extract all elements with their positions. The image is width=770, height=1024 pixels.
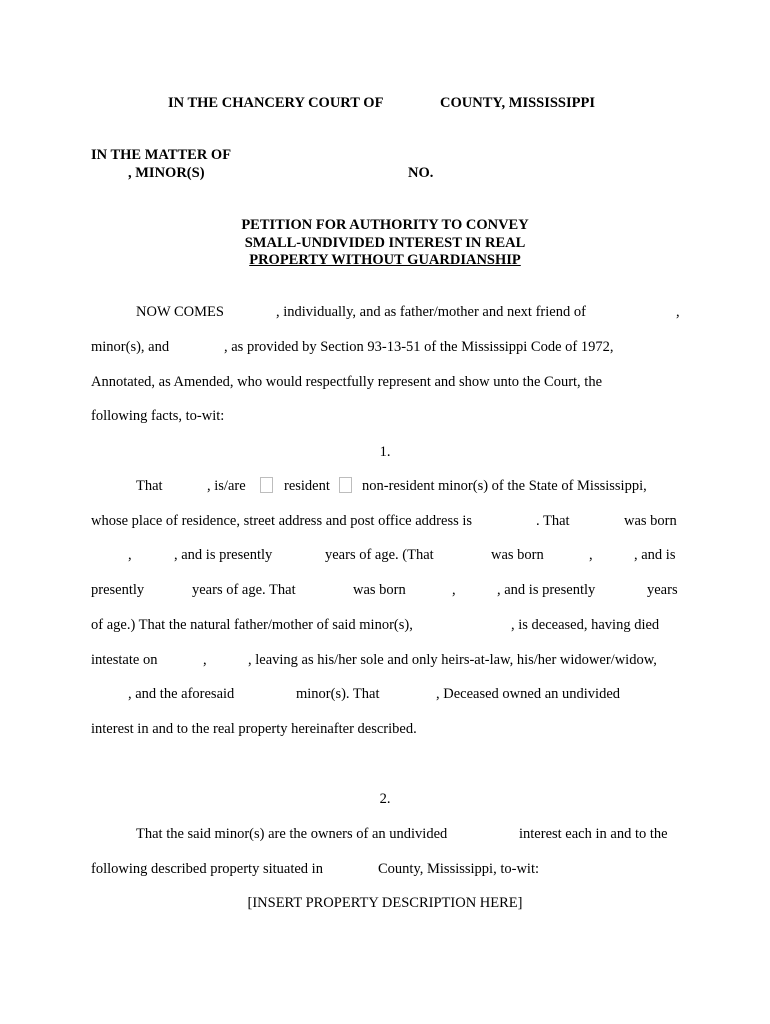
intro-text: , as provided by Section 93-13-51 of the Mississippi Code of 1972, bbox=[224, 339, 614, 355]
section-1-text: intestate on bbox=[91, 652, 158, 668]
section-2-text: following described property situated in bbox=[91, 861, 323, 877]
intro-text: minor(s), and bbox=[91, 339, 170, 355]
title-line-2: SMALL-UNDIVIDED INTEREST IN REAL bbox=[244, 235, 526, 251]
section-1-text: minor(s). That bbox=[296, 686, 380, 702]
section-2-text: interest each in and to the bbox=[519, 826, 668, 842]
section-1-text: , and the aforesaid bbox=[128, 686, 235, 702]
intro-text: Annotated, as Amended, who would respectfully represent and show unto the Court, the bbox=[91, 374, 603, 390]
section-1-text: , is deceased, having died bbox=[511, 617, 660, 633]
section-1-text: was born bbox=[353, 582, 406, 598]
section-1-text: , and is bbox=[634, 547, 676, 563]
section-1-text: of age.) That the natural father/mother of said minor(s), bbox=[91, 617, 413, 633]
section-2-number: 2. bbox=[379, 791, 391, 807]
case-number-label: NO. bbox=[408, 165, 434, 181]
section-1-text: , bbox=[128, 547, 132, 563]
section-1-text: , and is presently bbox=[174, 547, 273, 563]
section-1-text: years bbox=[647, 582, 678, 598]
court-caption-right: COUNTY, MISSISSIPPI bbox=[440, 95, 595, 111]
section-1-text: whose place of residence, street address and post office address is bbox=[91, 513, 473, 529]
section-1-text: , bbox=[203, 652, 207, 668]
section-1-text: resident bbox=[284, 478, 330, 494]
section-2-text: That the said minor(s) are the owners of an undivided bbox=[136, 826, 448, 842]
matter-label: IN THE MATTER OF bbox=[91, 147, 232, 163]
section-1-number: 1. bbox=[379, 444, 391, 460]
title-line-3 bbox=[0, 251, 770, 269]
intro-text: NOW COMES bbox=[136, 304, 224, 320]
title-line-1: PETITION FOR AUTHORITY TO CONVEY bbox=[241, 217, 529, 233]
non-resident-checkbox[interactable] bbox=[339, 477, 352, 495]
section-1-text: presently bbox=[91, 582, 145, 598]
minors-label: , MINOR(S) bbox=[128, 165, 205, 181]
court-caption-left: IN THE CHANCERY COURT OF bbox=[168, 95, 384, 111]
intro-text: following facts, to-wit: bbox=[91, 408, 225, 424]
section-1-text: That bbox=[136, 478, 163, 494]
intro-text: , individually, and as father/mother and next friend of bbox=[276, 304, 586, 320]
resident-checkbox[interactable] bbox=[260, 477, 273, 495]
intro-text: , bbox=[676, 304, 680, 320]
section-1-text: , and is presently bbox=[497, 582, 596, 598]
section-1-text: , leaving as his/her sole and only heirs-at-law, his/her widower/widow, bbox=[248, 652, 657, 668]
section-1-text: . That bbox=[536, 513, 570, 529]
section-1-text: , is/are bbox=[207, 478, 246, 494]
property-description-placeholder: [INSERT PROPERTY DESCRIPTION HERE] bbox=[247, 895, 523, 911]
section-1-text: years of age. (That bbox=[325, 547, 434, 563]
title-line-3-text: PROPERTY WITHOUT GUARDIANSHIP bbox=[249, 252, 521, 268]
section-2-text: County, Mississippi, to-wit: bbox=[378, 861, 540, 877]
section-1-text: , bbox=[452, 582, 456, 598]
section-1-text: interest in and to the real property hereinafter described. bbox=[91, 721, 417, 737]
section-1-text: was born bbox=[624, 513, 677, 529]
section-1-text: non-resident minor(s) of the State of Mississippi, bbox=[362, 478, 647, 494]
section-1-text: was born bbox=[491, 547, 544, 563]
section-1-text: years of age. That bbox=[192, 582, 296, 598]
section-1-text: , Deceased owned an undivided bbox=[436, 686, 621, 702]
section-1-text: , bbox=[589, 547, 593, 563]
